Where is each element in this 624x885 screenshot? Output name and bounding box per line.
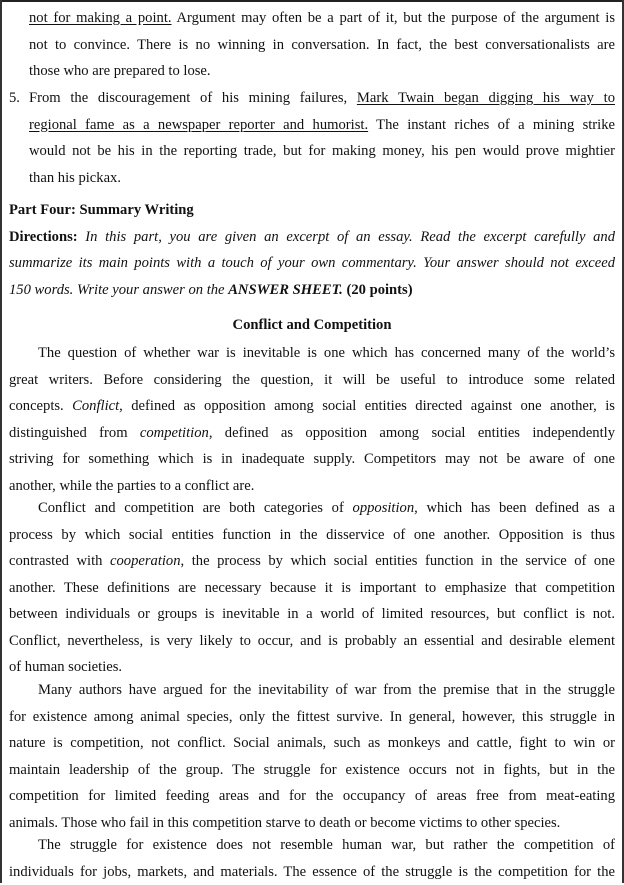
underlined-sentence: not for making a point. (29, 10, 172, 26)
paragraph-line: concepts. Conflict, defined as opposition among social entities directed against one another, is (9, 393, 615, 420)
directions-line: summarize its main points with a touch of your own commentary. Your answer should not exceed (9, 250, 615, 277)
paragraph-line: process by which social entities function in the disservice of one another. Opposition is thus (9, 522, 615, 549)
term-opposition: opposition (353, 500, 415, 516)
paragraph-line: striving for something which is in inadequate supply. Competitors may not be aware of one (9, 446, 615, 473)
directions-label: Directions: (9, 229, 78, 245)
list-number: 5. (9, 85, 29, 112)
list-item-5-line: would not be his in the reporting trade, but for making money, his pen would prove mightier (29, 138, 615, 165)
term-competition: competition (140, 425, 209, 441)
section-heading: Part Four: Summary Writing (9, 197, 615, 224)
directions-line: 150 words. Write your answer on the ANSWER SHEET. (20 points) (9, 277, 615, 304)
paragraph-line: competition for limited feeding areas and for the occupancy of areas free from meat-eating (9, 783, 615, 810)
list-item-4 (9, 5, 615, 85)
paragraph-line: Many authors have argued for the inevitability of war from the premise that in the struggle (9, 677, 615, 704)
essay-title: Conflict and Competition (9, 312, 615, 339)
paragraph-line: The question of whether war is inevitable is one which has concerned many of the world’s (9, 340, 615, 367)
term-conflict: Conflict (72, 398, 119, 414)
paragraph-line: contrasted with cooperation, the process by which social entities function in the service of one (9, 548, 615, 575)
paragraph-line: animals. Those who fail in this competition starve to death or become victims to other species. (9, 810, 615, 837)
list-item-5-line: 5. From the discouragement of his mining failures, Mark Twain began digging his way to (29, 85, 615, 112)
essay-paragraph-1 (9, 340, 615, 499)
paragraph-line: another. These definitions are necessary because it is important to emphasize that competition (9, 575, 615, 602)
list-item-5 (9, 85, 615, 191)
underlined-sentence: Mark Twain began digging his way to (357, 90, 615, 106)
points-label: (20 points) (343, 282, 413, 298)
paragraph-line: Conflict and competition are both categories of opposition, which has been defined as a (9, 495, 615, 522)
page-border-top (0, 0, 624, 2)
essay-paragraph-3 (9, 677, 615, 836)
list-item-4-line: those who are prepared to lose. (29, 58, 615, 85)
answer-sheet-label: ANSWER SHEET. (228, 282, 343, 298)
paragraph-line: between individuals or groups is inevitable in a world of limited resources, but conflict is not. (9, 601, 615, 628)
directions-line: Directions: In this part, you are given an excerpt of an essay. Read the excerpt carefully and (9, 224, 615, 251)
paragraph-line: great writers. Before considering the question, it will be useful to introduce some related (9, 367, 615, 394)
list-item-4-line: not for making a point. Argument may often be a part of it, but the purpose of the argument is (29, 5, 615, 32)
page-border-left (0, 0, 2, 883)
paragraph-line: distinguished from competition, defined as opposition among social entities independently (9, 420, 615, 447)
essay-paragraph-2 (9, 495, 615, 681)
list-item-5-line: regional fame as a newspaper reporter and humorist. The instant riches of a mining strike (29, 112, 615, 139)
paragraph-line: for existence among animal species, only the fittest survive. In general, however, this struggle in (9, 704, 615, 731)
term-cooperation: cooperation (110, 553, 181, 569)
paragraph-line: Conflict, nevertheless, is very likely to occur, and is probably an essential and desirable element (9, 628, 615, 655)
essay-paragraph-4 (9, 832, 615, 885)
part-four-section (9, 197, 615, 303)
paragraph-line: nature is competition, not conflict. Social animals, such as monkeys and cattle, fight to win or (9, 730, 615, 757)
essay-title-block (9, 312, 615, 339)
paragraph-line: individuals for jobs, markets, and materials. The essence of the struggle is the competition for the (9, 859, 615, 885)
paragraph-line: maintain leadership of the group. The struggle for existence occurs not in fights, but in the (9, 757, 615, 784)
list-item-5-line: than his pickax. (29, 165, 615, 192)
list-item-4-line: not to convince. There is no winning in conversation. In fact, the best conversationalists are (29, 32, 615, 59)
paragraph-line: of human societies. (9, 654, 615, 681)
paragraph-line: another, while the parties to a conflict are. (9, 473, 615, 500)
underlined-sentence: regional fame as a newspaper reporter and humorist. (29, 117, 368, 133)
paragraph-line: The struggle for existence does not resemble human war, but rather the competition of (9, 832, 615, 859)
